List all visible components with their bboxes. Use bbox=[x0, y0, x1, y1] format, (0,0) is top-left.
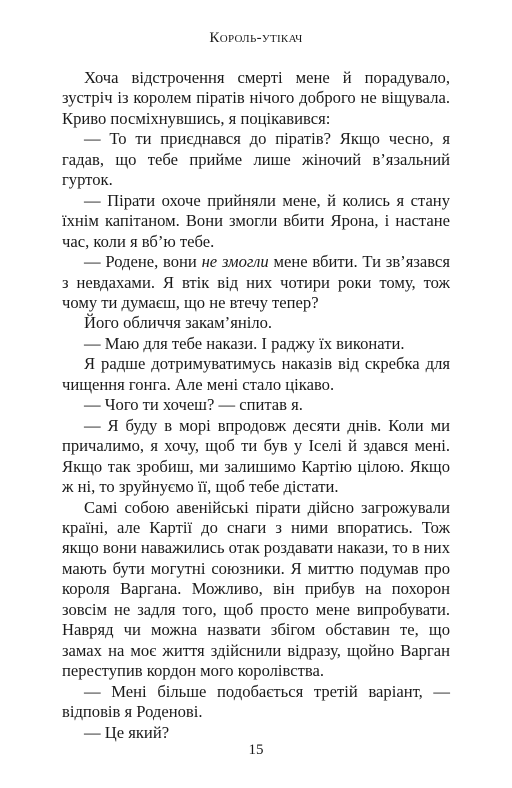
text-run: — Родене, вони bbox=[84, 252, 202, 272]
paragraph bbox=[62, 723, 450, 743]
text-run: — Маю для тебе накази. І раджу їх виконати. bbox=[84, 333, 405, 353]
paragraph bbox=[62, 334, 450, 354]
text-run: — Це який? bbox=[84, 722, 170, 742]
body-text bbox=[62, 68, 450, 743]
text-run: Самі собою авенійські пірати дійсно загрожували країні, але Картії до снаги з ними впоратись. Тож якщо вони наважились отак роздавати накази, то в них мають бути могутні союзники. Я миттю подумав про короля Варгана. Можливо, він прибув на похорон зовсім не задля того, щоб просто мене випробувати. Навряд чи можна назвати збігом обставин те, що замах на моє життя здійснили відразу, щойно Варган переступив кордон мого королівства. bbox=[62, 497, 450, 681]
paragraph bbox=[62, 129, 450, 190]
page-number: 15 bbox=[248, 742, 264, 758]
paragraph bbox=[62, 498, 450, 682]
paragraph bbox=[62, 354, 450, 395]
text-run: — То ти приєднався до піратів? Якщо чесно, я гадав, що тебе прийме лише жіночий в’язальний гурток. bbox=[62, 129, 450, 190]
paragraph bbox=[62, 252, 450, 313]
paragraph bbox=[62, 68, 450, 129]
paragraph bbox=[62, 191, 450, 252]
paragraph bbox=[62, 682, 450, 723]
text-run: — Мені більше подобається третій варіант, — відповів я Роденові. bbox=[62, 681, 450, 722]
text-run: — Пірати охоче прийняли мене, й колись я стану їхнім капітаном. Вони змогли вбити Ярона, і настане час, коли я вб’ю тебе. bbox=[62, 190, 450, 251]
text-run: Хоча відстрочення смерті мене й порадувало, зустріч із королем піратів нічого доброго не віщувала. Криво посміхнувшись, я поцікавився: bbox=[62, 68, 450, 128]
text-run: — Чого ти хочеш? — спитав я. bbox=[84, 395, 303, 415]
text-run: Його обличчя закам’яніло. bbox=[84, 313, 273, 333]
paragraph bbox=[62, 313, 450, 333]
running-head: Король-утікач bbox=[209, 30, 303, 46]
emphasized-text: не змогли bbox=[201, 252, 269, 272]
paragraph bbox=[62, 416, 450, 498]
text-run: Я радше дотримуватимусь наказів від скребка для чищення гонга. Але мені стало цікаво. bbox=[62, 354, 450, 394]
paragraph bbox=[62, 395, 450, 415]
text-run: мене вбити. Ти зв’язався з невдахами. Я втік від них чотири роки тому, тож чому ти думаєш, що не втечу тепер? bbox=[62, 252, 450, 312]
text-run: — Я буду в морі впродовж десяти днів. Коли ми причалимо, я хочу, щоб ти був у Іселі й здався мені. Якщо так зробиш, ми залишимо Картію цілою. Якщо ж ні, то зруйнуємо її, щоб тебе дістати. bbox=[62, 415, 450, 497]
